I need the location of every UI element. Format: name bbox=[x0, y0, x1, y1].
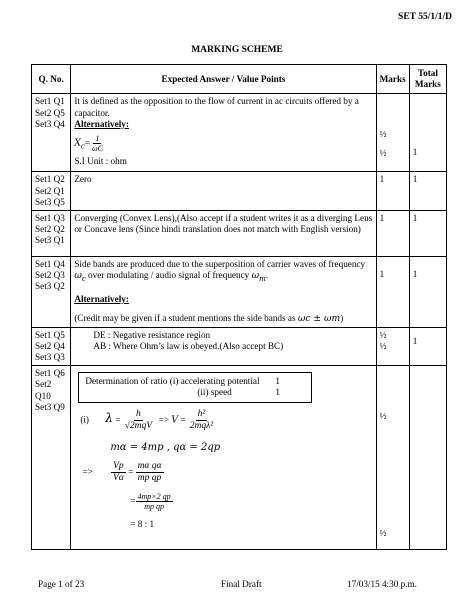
formula-fraction: $\frac{1}{\omega C}$ bbox=[91, 134, 103, 154]
formula-xc: $X_c=$ $\frac{1}{\omega C}$ bbox=[74, 134, 103, 154]
formula-sub: c bbox=[80, 142, 85, 151]
footer-date: 17/03/15 4:30 p.m. bbox=[347, 579, 417, 589]
total-value: 1 bbox=[412, 147, 418, 158]
part-label: (i) bbox=[80, 414, 89, 425]
qno-line: Set1 Q2 bbox=[35, 174, 65, 185]
answer-cell bbox=[71, 327, 376, 366]
table-row bbox=[32, 366, 447, 550]
total-cell bbox=[409, 94, 446, 172]
si-unit: S.I Unit : ohm bbox=[74, 156, 127, 167]
marks-cell bbox=[376, 172, 409, 211]
qno-line: Set3 Q1 bbox=[35, 235, 65, 246]
omega-c-sub: c bbox=[81, 275, 86, 284]
total-cell bbox=[409, 257, 446, 328]
ratio2-fraction: $\frac{\text{mα qα}}{\text{mp qp}}$ bbox=[137, 460, 162, 483]
mark-value: ½ bbox=[379, 411, 387, 422]
qno-line: Set2 Q5 bbox=[35, 107, 65, 118]
total-value: 1 bbox=[412, 335, 418, 346]
header-qno: Q. No. bbox=[32, 65, 71, 94]
omega-m: ω bbox=[251, 270, 260, 282]
qno-line: Set3 Q4 bbox=[35, 118, 65, 129]
header-marks: Marks bbox=[376, 65, 409, 94]
header-total: Total Marks bbox=[409, 65, 446, 94]
footer-status: Final Draft bbox=[221, 579, 262, 589]
header-answer: Expected Answer / Value Points bbox=[71, 65, 376, 94]
marking-scheme-table bbox=[31, 64, 447, 550]
de-text: DE : Negative resistance region bbox=[93, 329, 211, 340]
implies-arrow: => bbox=[82, 466, 93, 477]
box-line: (ii) speed bbox=[197, 387, 232, 398]
table-row bbox=[32, 327, 447, 366]
mark-value: 1 bbox=[379, 269, 385, 280]
mark-value: ½ bbox=[379, 340, 387, 351]
marks-cell bbox=[376, 327, 409, 366]
formula-lhs: X bbox=[74, 137, 81, 149]
answer-cell bbox=[71, 211, 376, 257]
marks-cell bbox=[376, 257, 409, 328]
ratio3-equation: = $\frac{4mp\times 2 qp}{\text{mp qp}}$ bbox=[130, 491, 171, 511]
qno-line: Set2 Q10 bbox=[35, 379, 52, 401]
table-row bbox=[32, 257, 447, 328]
answer-text: It is defined as the opposition to the flow of current in ac circuits offered by a capacitor. bbox=[74, 96, 359, 118]
answer-text: over modulating / audio signal of frequency bbox=[88, 270, 250, 281]
qno-line: Set2 Q4 bbox=[35, 340, 65, 351]
qno-line: Set1 Q5 bbox=[35, 329, 65, 340]
qno-cell bbox=[32, 257, 71, 328]
qno-line: Set2 Q1 bbox=[35, 185, 65, 196]
v-fraction: $\frac{\text{h²}}{\text{2mqλ²}}$ bbox=[189, 408, 214, 431]
qno-cell bbox=[32, 94, 71, 172]
credit-expression: ωc ± ωm bbox=[297, 313, 341, 325]
mark-value: ½ bbox=[379, 147, 387, 158]
qno-line: Set2 Q3 bbox=[35, 270, 65, 281]
total-cell bbox=[409, 327, 446, 366]
mark-value: 1 bbox=[379, 174, 385, 185]
qno-line: Set3 Q5 bbox=[35, 196, 65, 207]
ratio-box bbox=[78, 372, 312, 402]
page-title: MARKING SCHEME bbox=[191, 45, 283, 55]
footer-page: Page 1 of 23 bbox=[38, 579, 85, 589]
box-mark: 1 bbox=[275, 387, 280, 398]
ab-text: AB : Where Ohm’s law is obeyed.(Also accept BC) bbox=[93, 340, 284, 351]
alternatively-label: Alternatively: bbox=[74, 294, 129, 305]
qno-line: Set3 Q9 bbox=[35, 401, 65, 412]
total-value: 1 bbox=[412, 213, 418, 224]
alternatively-label: Alternatively: bbox=[74, 118, 129, 129]
box-line: Determination of ratio (i) accelerating potential bbox=[85, 376, 260, 387]
ratio-fraction: $\frac{Vp}{V\alpha}$ bbox=[112, 460, 124, 483]
answer-text: Zero bbox=[74, 174, 92, 185]
marks-cell bbox=[376, 94, 409, 172]
marks-cell bbox=[376, 366, 409, 550]
mark-value: 1 bbox=[379, 213, 385, 224]
total-cell bbox=[409, 211, 446, 257]
answer-text: Converging (Convex Lens),(Also accept if a student writes it as a diverging Lens or Concave lens (Since hindi translation does not match with English version) bbox=[74, 213, 373, 235]
answer-text: Side bands are produced due to the superposition of carrier waves of frequency bbox=[74, 259, 366, 270]
answer-cell bbox=[71, 172, 376, 211]
marks-cell bbox=[376, 211, 409, 257]
total-value: 1 bbox=[412, 174, 418, 185]
table-header-row bbox=[32, 65, 447, 94]
qno-cell bbox=[32, 172, 71, 211]
qno-line: Set1 Q4 bbox=[35, 259, 65, 270]
answer-cell: Side bands are produced due to the superposition of carrier waves of frequency $\omega_c$ over modulating / audio signal of frequency $\omega_m$. Alternatively: (Credit may be given if a student mentions the side bands as ωc ± ωm) bbox=[71, 257, 376, 328]
ratio3-fraction: $\frac{4mp\times 2 qp}{\text{mp qp}}$ bbox=[137, 491, 171, 511]
qno-cell bbox=[32, 327, 71, 366]
lambda-fraction: $\frac{h}{\text{√2mqV}}$ bbox=[124, 408, 153, 431]
qno-line: Set3 Q2 bbox=[35, 281, 65, 292]
qno-line: Set1 Q1 bbox=[35, 96, 65, 107]
qno-cell bbox=[32, 211, 71, 257]
set-code: SET 55/1/1/D bbox=[398, 12, 452, 22]
credit-text: (Credit may be given if a student mentions the side bands as bbox=[74, 313, 296, 324]
total-cell bbox=[409, 366, 446, 550]
table-row bbox=[32, 94, 447, 172]
qno-line: Set1 Q3 bbox=[35, 213, 65, 224]
table-row bbox=[32, 172, 447, 211]
ratio-equation: => $\frac{Vp}{V\alpha}$ = $\frac{\text{mα qα}}{\text{mp qp}}$ bbox=[82, 460, 162, 483]
omega-c: ω bbox=[74, 270, 82, 282]
mark-value: ½ bbox=[379, 129, 387, 140]
answer-cell bbox=[71, 94, 376, 172]
mark-value: ½ bbox=[379, 329, 387, 340]
omega-m-sub: m bbox=[259, 275, 266, 284]
final-result: = 8 : 1 bbox=[130, 518, 155, 529]
answer-cell bbox=[71, 366, 376, 550]
table-row bbox=[32, 211, 447, 257]
mark-value: ½ bbox=[379, 528, 387, 539]
qno-line: Set1 Q6 bbox=[35, 368, 65, 379]
total-value: 1 bbox=[412, 269, 418, 280]
lambda-equation: (i) λ = $\frac{h}{\text{√2mqV}}$ => V = $\frac{\text{h²}}{\text{2mqλ²}}$ bbox=[80, 408, 214, 431]
total-cell bbox=[409, 172, 446, 211]
qno-line: Set2 Q2 bbox=[35, 224, 65, 235]
mass-charge-line: mα = 4mp , qα = 2qp bbox=[110, 441, 221, 453]
qno-line: Set3 Q3 bbox=[35, 352, 65, 363]
box-mark: 1 bbox=[275, 376, 280, 387]
qno-cell bbox=[32, 366, 71, 550]
